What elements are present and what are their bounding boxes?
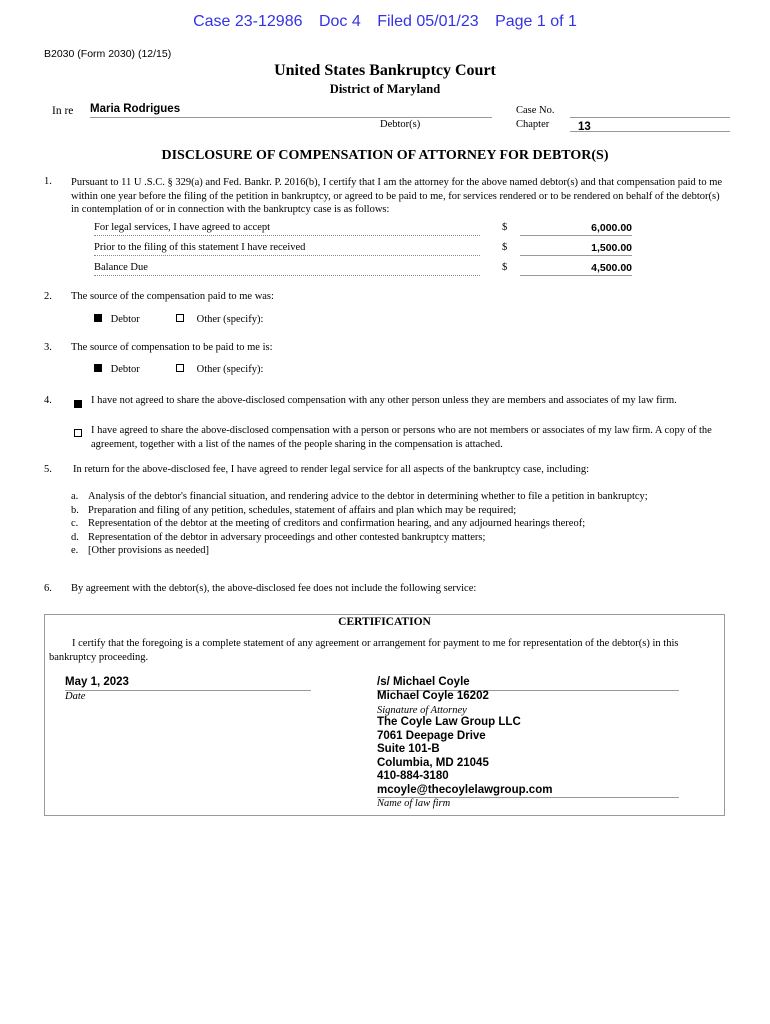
- list-item: e. [Other provisions as needed]: [71, 545, 210, 556]
- document-title: DISCLOSURE OF COMPENSATION OF ATTORNEY FOR DEBTOR(S): [161, 148, 609, 163]
- case-no-field: [570, 104, 730, 118]
- checkbox-unchecked-icon[interactable]: [176, 314, 184, 322]
- checkbox-checked-icon[interactable]: [74, 400, 82, 408]
- date-label: Date: [65, 691, 86, 702]
- fee-row-amount-2: 1,500.00: [520, 242, 632, 256]
- date-field: [65, 676, 311, 691]
- checkbox-unchecked-icon[interactable]: [74, 429, 82, 437]
- debtor-name-field: [90, 103, 492, 118]
- item4-option-b-text: I have agreed to share the above-disclosed compensation with a person or persons who are not members or associates of my law firm. A copy of the agreement, together with a list of the names of the people sharing in the compensation is attached.: [91, 425, 712, 450]
- item4-option-b-checkbox[interactable]: [74, 424, 82, 442]
- law-firm-block: [377, 716, 679, 798]
- firm-phone: 410-884-3180: [377, 770, 449, 782]
- case-no-label: Case No.: [516, 105, 555, 116]
- checkbox-checked-icon[interactable]: [94, 314, 102, 322]
- firm-label: Name of law firm: [377, 798, 451, 809]
- fee-row-currency-2: $: [502, 242, 508, 253]
- item2-option-debtor[interactable]: Debtor: [94, 314, 140, 325]
- item1-number: 1.: [44, 176, 52, 187]
- stamp-filed: Filed 05/01/23: [377, 13, 479, 30]
- fee-row-label-2: Prior to the filing of this statement I have received: [94, 242, 480, 256]
- certification-heading: CERTIFICATION: [338, 616, 431, 628]
- checkbox-checked-icon[interactable]: [94, 364, 102, 372]
- item4-number: 4.: [44, 395, 52, 406]
- certification-text: I certify that the foregoing is a complete statement of any agreement or arrangement for payment to me for representation of the debtor(s) in this bankruptcy proceeding.: [49, 638, 679, 663]
- item3-number: 3.: [44, 342, 52, 353]
- firm-email: mcoyle@thecoylelawgroup.com: [377, 784, 679, 799]
- stamp-doc: Doc 4: [318, 13, 361, 30]
- service-list: [71, 490, 725, 558]
- in-re-label: In re: [52, 105, 74, 117]
- item2-option-other[interactable]: Other (specify):: [176, 314, 263, 325]
- list-item: a. Analysis of the debtor's financial situation, and rendering advice to the debtor in determining whether to file a petition in bankruptcy;: [71, 491, 648, 502]
- item3-text: The source of compensation to be paid to me is:: [71, 342, 273, 353]
- filing-stamp: [0, 13, 770, 31]
- firm-suite: Suite 101-B: [377, 743, 440, 755]
- chapter-label: Chapter: [516, 119, 550, 130]
- stamp-page: Page 1 of 1: [495, 13, 577, 30]
- item3-option-debtor[interactable]: Debtor: [94, 364, 140, 375]
- item2-number: 2.: [44, 291, 52, 302]
- court-name: United States Bankruptcy Court: [274, 62, 496, 79]
- item2-text: The source of the compensation paid to me was:: [71, 291, 274, 302]
- fee-row-amount-1: 6,000.00: [520, 222, 632, 236]
- item4-option-a-checkbox[interactable]: [74, 395, 82, 413]
- firm-city: Columbia, MD 21045: [377, 756, 489, 769]
- list-item: b. Preparation and filing of any petition, schedules, statement of affairs and plan which may be required;: [71, 504, 517, 516]
- checkbox-unchecked-icon[interactable]: [176, 364, 184, 372]
- fee-row-currency-3: $: [502, 262, 508, 273]
- fee-row-label-1: For legal services, I have agreed to accept: [94, 222, 480, 236]
- debtor-label: Debtor(s): [380, 119, 421, 130]
- attorney-name: Michael Coyle 16202: [377, 690, 489, 702]
- list-item: c. Representation of the debtor at the meeting of creditors and confirmation hearing, and any adjourned hearings thereof;: [71, 518, 586, 529]
- item6-number: 6.: [44, 583, 52, 594]
- fee-row-currency-1: $: [502, 222, 508, 233]
- item5-text: In return for the above-disclosed fee, I have agreed to render legal service for all aspects of the bankruptcy case, including:: [73, 464, 590, 475]
- list-item: d. Representation of the debtor in adversary proceedings and other contested bankruptcy matters;: [71, 531, 486, 543]
- item3-option-other[interactable]: Other (specify):: [176, 364, 263, 375]
- signature-field: [377, 676, 679, 691]
- item1-text: Pursuant to 11 U .S.C. § 329(a) and Fed. Bankr. P. 2016(b), I certify that I am the attorney for the above named debtor(s) and that compensation paid to me within one year before the filing of the petition in bankruptcy, or agreed to be paid to me, for services rendered or to be rendered on behalf of the debtor(s) in contemplation of or in connection with the bankruptcy case is as follows:: [71, 177, 723, 215]
- fee-row-amount-3: 4,500.00: [520, 262, 632, 276]
- attorney-signature: /s/ Michael Coyle: [377, 676, 470, 688]
- fee-row-label-3: Balance Due: [94, 262, 480, 276]
- item5-number: 5.: [44, 464, 52, 475]
- signature-label: Signature of Attorney: [377, 705, 467, 716]
- item4-option-a-text: I have not agreed to share the above-disclosed compensation with any other person unless they are members and associates of my law firm.: [91, 395, 677, 406]
- form-id: B2030 (Form 2030) (12/15): [44, 48, 172, 60]
- certification-date: May 1, 2023: [65, 676, 129, 688]
- stamp-case: Case 23-12986: [193, 13, 303, 30]
- chapter-field: [570, 117, 730, 132]
- firm-street: 7061 Deepage Drive: [377, 729, 486, 742]
- chapter-value: 13: [578, 121, 591, 133]
- item6-text: By agreement with the debtor(s), the above-disclosed fee does not include the following service:: [71, 583, 477, 594]
- debtor-name: Maria Rodrigues: [90, 103, 181, 115]
- firm-name: The Coyle Law Group LLC: [377, 716, 521, 728]
- court-district: District of Maryland: [329, 82, 441, 96]
